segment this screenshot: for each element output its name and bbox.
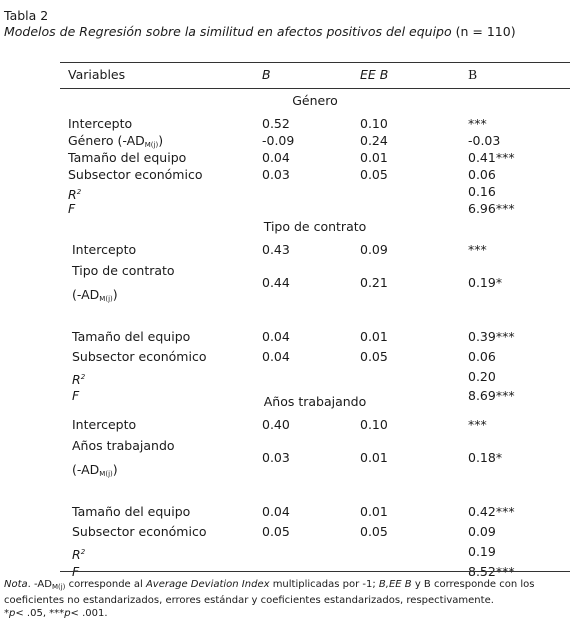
value-beta: *** bbox=[468, 116, 487, 131]
variable-name-line2: (-AD bbox=[72, 287, 100, 302]
variable-label bbox=[72, 416, 136, 434]
value-b: 0.52 bbox=[262, 116, 290, 131]
variable-subscript: M(j) bbox=[144, 141, 159, 149]
variable-superscript: 2 bbox=[80, 373, 86, 381]
value-beta: 0.20 bbox=[468, 369, 496, 384]
note-text-1: . -AD bbox=[27, 579, 52, 590]
value-b: 0.04 bbox=[262, 329, 290, 344]
value-b: 0.03 bbox=[262, 167, 290, 182]
value-beta: 0.42*** bbox=[468, 504, 515, 519]
value-b: 0.03 bbox=[262, 450, 290, 465]
value-b: 0.43 bbox=[262, 242, 290, 257]
note-text-4: y Β corresponde con los coeficientes no estandarizados, errores estándar y coeficientes estandarizados, respectivamente. bbox=[4, 579, 535, 606]
sample-size: (n = 110) bbox=[451, 24, 516, 39]
header-rule bbox=[60, 88, 570, 89]
variable-label-line2 bbox=[72, 286, 118, 308]
value-ee-b: 0.01 bbox=[360, 504, 388, 519]
table-row bbox=[60, 115, 570, 133]
table-row bbox=[60, 183, 570, 201]
variable-label bbox=[72, 503, 190, 521]
note-p2: p bbox=[64, 608, 71, 619]
value-beta: 0.06 bbox=[468, 167, 496, 182]
variable-label bbox=[68, 149, 186, 167]
header-ee-b: EE B bbox=[360, 67, 389, 82]
header-b: B bbox=[262, 67, 271, 82]
variable-label bbox=[72, 348, 206, 366]
table-row bbox=[60, 543, 570, 561]
variable-name: Intercepto bbox=[68, 116, 133, 131]
value-beta: 0.06 bbox=[468, 349, 496, 364]
note-b-ee: B,EE B bbox=[378, 579, 412, 590]
variable-name: F bbox=[72, 388, 80, 403]
section-title: Género bbox=[292, 93, 338, 108]
table-row bbox=[60, 437, 570, 487]
variable-label bbox=[72, 328, 190, 346]
table-row bbox=[60, 416, 570, 434]
value-beta: -0.03 bbox=[468, 133, 501, 148]
value-beta: 0.16 bbox=[468, 184, 496, 199]
value-b: 0.44 bbox=[262, 275, 290, 290]
table-row bbox=[60, 132, 570, 150]
value-ee-b: 0.10 bbox=[360, 116, 388, 131]
variable-tail: ) bbox=[112, 462, 118, 477]
value-ee-b: 0.21 bbox=[360, 275, 388, 290]
table-row bbox=[60, 149, 570, 167]
variable-label bbox=[72, 437, 175, 455]
section-title: Tipo de contrato bbox=[263, 219, 367, 234]
note-text-2: corresponde al bbox=[65, 579, 146, 590]
table-row bbox=[60, 503, 570, 521]
variable-name-line2: (-AD bbox=[72, 462, 100, 477]
value-beta: 6.96*** bbox=[468, 201, 515, 216]
value-beta: 0.09 bbox=[468, 524, 496, 539]
table-label: Tabla 2 bbox=[4, 8, 49, 23]
top-rule bbox=[60, 62, 570, 63]
value-ee-b: 0.01 bbox=[360, 450, 388, 465]
variable-label bbox=[68, 200, 75, 218]
table-row bbox=[60, 262, 570, 312]
note-sub: M(j) bbox=[51, 583, 66, 591]
variable-label bbox=[72, 368, 85, 389]
table-caption bbox=[4, 8, 516, 40]
variable-name: Tamaño del equipo bbox=[72, 504, 191, 519]
value-beta: *** bbox=[468, 242, 487, 257]
variable-name: Intercepto bbox=[72, 417, 137, 432]
table-title bbox=[4, 24, 516, 40]
variable-superscript: 2 bbox=[80, 548, 86, 556]
variable-name: R bbox=[72, 547, 81, 562]
variable-name: Subsector económico bbox=[68, 167, 203, 182]
variable-name: Años trabajando bbox=[72, 438, 175, 453]
variable-name: Tamaño del equipo bbox=[72, 329, 191, 344]
table-row bbox=[60, 328, 570, 346]
variable-name: Género (-AD bbox=[68, 133, 145, 148]
note-p1-tail: < .05, *** bbox=[15, 608, 65, 619]
value-beta: *** bbox=[468, 417, 487, 432]
value-ee-b: 0.05 bbox=[360, 349, 388, 364]
note-label: Nota bbox=[4, 579, 28, 590]
value-b: 0.04 bbox=[262, 504, 290, 519]
header-beta: Β bbox=[468, 67, 478, 82]
variable-label-line2 bbox=[72, 461, 118, 483]
value-b: -0.09 bbox=[262, 133, 295, 148]
value-ee-b: 0.05 bbox=[360, 524, 388, 539]
value-beta: 8.69*** bbox=[468, 388, 515, 403]
value-beta: 0.41*** bbox=[468, 150, 515, 165]
value-beta: 0.18* bbox=[468, 450, 503, 465]
value-beta: 0.39*** bbox=[468, 329, 515, 344]
value-b: 0.40 bbox=[262, 417, 290, 432]
note-p2-tail: < .001. bbox=[70, 608, 108, 619]
variable-name: R bbox=[68, 187, 77, 202]
value-ee-b: 0.24 bbox=[360, 133, 388, 148]
note-text-3: multiplicadas por -1; bbox=[269, 579, 379, 590]
note-adi: Average Deviation Index bbox=[145, 579, 270, 590]
table-row bbox=[60, 523, 570, 541]
value-b: 0.04 bbox=[262, 150, 290, 165]
value-b: 0.04 bbox=[262, 349, 290, 364]
header-variables: Variables bbox=[68, 67, 126, 82]
value-beta: 8.52*** bbox=[468, 564, 515, 579]
variable-label bbox=[72, 241, 136, 259]
value-beta: 0.19* bbox=[468, 275, 503, 290]
value-ee-b: 0.05 bbox=[360, 167, 388, 182]
value-ee-b: 0.09 bbox=[360, 242, 388, 257]
variable-label bbox=[68, 166, 202, 184]
variable-name: Subsector económico bbox=[72, 524, 207, 539]
variable-name: F bbox=[68, 201, 76, 216]
variable-label bbox=[72, 262, 175, 280]
note-star: * bbox=[4, 608, 9, 619]
variable-tail: ) bbox=[112, 287, 118, 302]
header-row bbox=[60, 66, 570, 84]
variable-label bbox=[72, 523, 206, 541]
note-p1: p bbox=[9, 608, 16, 619]
variable-subscript: M(j) bbox=[99, 295, 113, 303]
table-row bbox=[60, 200, 570, 218]
table-row bbox=[60, 166, 570, 184]
table-title-text: Modelos de Regresión sobre la similitud en afectos positivos del equipo bbox=[4, 24, 452, 39]
variable-name: F bbox=[72, 564, 80, 579]
table-row bbox=[60, 348, 570, 366]
table-row bbox=[60, 368, 570, 386]
variable-label bbox=[68, 115, 132, 133]
section-title: Años trabajando bbox=[263, 394, 367, 409]
bottom-rule bbox=[60, 571, 570, 572]
value-ee-b: 0.01 bbox=[360, 329, 388, 344]
variable-name: Intercepto bbox=[72, 242, 137, 257]
value-ee-b: 0.10 bbox=[360, 417, 388, 432]
value-ee-b: 0.01 bbox=[360, 150, 388, 165]
variable-name: R bbox=[72, 372, 81, 387]
variable-subscript: M(j) bbox=[99, 470, 113, 478]
value-beta: 0.19 bbox=[468, 544, 496, 559]
value-b: 0.05 bbox=[262, 524, 290, 539]
table-row bbox=[60, 241, 570, 259]
variable-tail: ) bbox=[158, 133, 164, 148]
variable-name: Tamaño del equipo bbox=[68, 150, 187, 165]
variable-label bbox=[72, 543, 85, 564]
variable-name: Subsector económico bbox=[72, 349, 207, 364]
variable-superscript: 2 bbox=[76, 188, 82, 196]
table-note bbox=[4, 578, 574, 620]
variable-name: Tipo de contrato bbox=[72, 263, 175, 278]
